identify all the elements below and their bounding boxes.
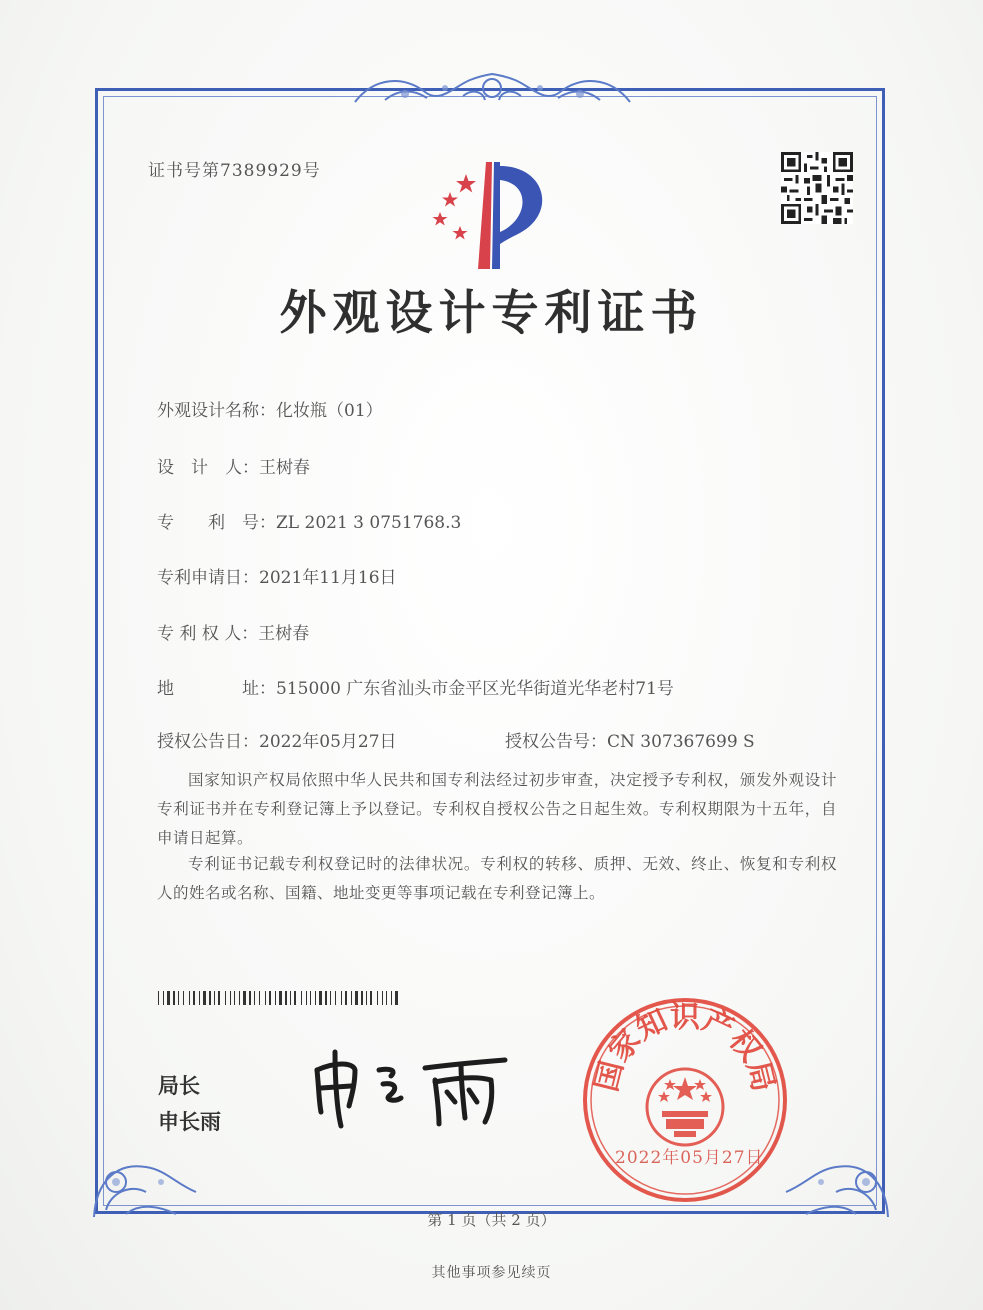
- top-ornament: [345, 66, 640, 112]
- patentee-value: 王树春: [258, 624, 310, 644]
- grant-publication-label: 授权公告号：: [505, 732, 607, 752]
- patentee-row: [157, 619, 309, 644]
- patentee-label: 专 利 权 人：: [157, 624, 259, 644]
- filing-date-row: [157, 563, 397, 588]
- address-value: 515000 广东省汕头市金平区光华街道光华老村71号: [276, 679, 674, 699]
- design-name-value: 化妆瓶（01）: [276, 401, 383, 421]
- national-emblem-icon: [647, 1069, 723, 1145]
- corner-ornament-left: [86, 1122, 206, 1222]
- patent-number-row: [157, 508, 461, 533]
- grant-date-label: 授权公告日：: [157, 732, 259, 752]
- footer-note: 其他事项参见续页: [431, 1265, 552, 1281]
- design-name-label: 外观设计名称：: [157, 401, 276, 421]
- director-title: 局长: [158, 1074, 200, 1098]
- paragraph-1: 国家知识产权局依照中华人民共和国专利法经过初步审查，决定授予专利权，颁发外观设计专利证书并在专利登记簿上予以登记。专利权自授权公告之日起生效。专利权期限为十五年，自申请日起算。: [157, 771, 837, 847]
- patent-number-label: 专 利 号：: [157, 513, 276, 533]
- barcode: [158, 991, 398, 1005]
- cnipa-logo: [428, 154, 568, 274]
- qr-code: [781, 152, 853, 224]
- designer-row: [157, 453, 310, 478]
- corner-ornament-right: [776, 1122, 896, 1222]
- official-seal: [580, 995, 790, 1205]
- grant-date-value: 2022年05月27日: [259, 732, 397, 752]
- director-signature: [305, 1040, 515, 1130]
- filing-date-label: 专利申请日：: [157, 568, 259, 588]
- patent-number-value: ZL 2021 3 0751768.3: [276, 513, 462, 533]
- address-row: [157, 674, 674, 699]
- grant-publication-value: CN 307367699 S: [607, 732, 755, 752]
- address-label: 地 址：: [157, 679, 276, 699]
- designer-label: 设 计 人：: [157, 458, 259, 478]
- seal-date: 2022年05月27日: [615, 1148, 764, 1168]
- grant-publication-row: [505, 727, 755, 752]
- director-name: 申长雨: [158, 1110, 221, 1134]
- grant-date-row: [157, 727, 397, 752]
- seal-text: 国家知识产权局: [589, 1000, 781, 1096]
- page-number: 第 1 页（共 2 页）: [427, 1211, 556, 1229]
- paragraph-2: 专利证书记载专利权登记时的法律状况。专利权的转移、质押、无效、终止、恢复和专利权人的姓名或名称、国籍、地址变更等事项记载在专利登记簿上。: [157, 855, 837, 902]
- certificate-number: 证书号第7389929号: [148, 161, 321, 181]
- filing-date-value: 2021年11月16日: [259, 568, 397, 588]
- designer-value: 王树春: [259, 458, 310, 478]
- design-name-row: [157, 396, 383, 421]
- document-title: 外观设计专利证书: [279, 286, 704, 341]
